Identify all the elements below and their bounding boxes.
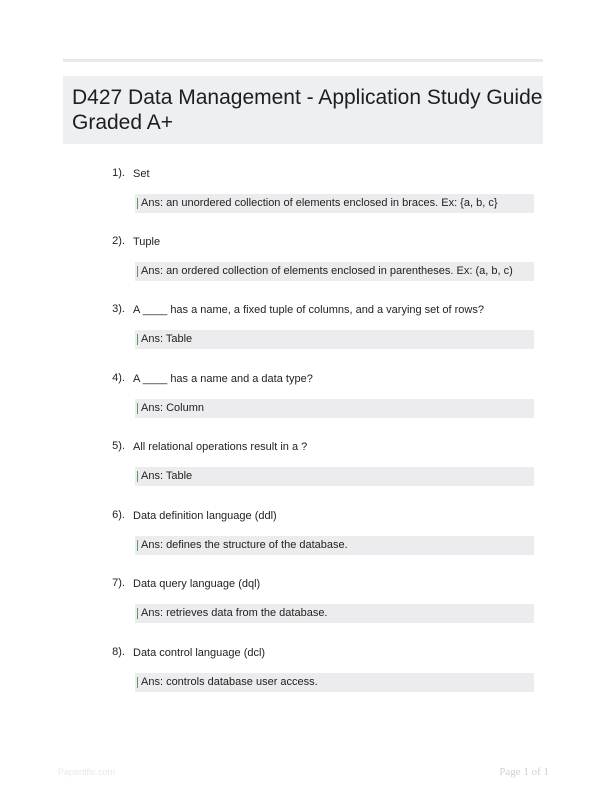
question-text: Set <box>133 168 150 180</box>
question-text: A ____ has a name, a fixed tuple of columns, and a varying set of rows? <box>133 304 484 316</box>
question-number: 3). <box>112 303 125 315</box>
qa-item <box>0 167 606 227</box>
question-number: 1). <box>112 167 125 179</box>
answer-box: Ans: Table <box>135 467 534 486</box>
answer-box: Ans: defines the structure of the database. <box>135 536 534 555</box>
question-number: 7). <box>112 577 125 589</box>
title-banner <box>63 76 543 144</box>
question-number: 8). <box>112 646 125 658</box>
answer-box: Ans: Column <box>135 399 534 418</box>
footer-watermark: Papertific.com <box>58 767 116 777</box>
qa-item <box>0 440 606 500</box>
qa-item <box>0 646 606 706</box>
question-text: A ____ has a name and a data type? <box>133 373 313 385</box>
qa-item <box>0 372 606 432</box>
question-text: Data definition language (ddl) <box>133 510 277 522</box>
question-text: Data query language (dql) <box>133 578 261 590</box>
page-number: Page 1 of 1 <box>499 766 549 778</box>
question-text: All relational operations result in a ? <box>133 441 308 453</box>
answer-box: Ans: controls database user access. <box>135 673 534 692</box>
question-number: 6). <box>112 509 125 521</box>
answer-box: Ans: retrieves data from the database. <box>135 604 534 623</box>
document-title: D427 Data Management - Application Study Guide Graded A+ <box>72 86 543 134</box>
qa-item <box>0 509 606 569</box>
question-number: 2). <box>112 235 125 247</box>
question-number: 5). <box>112 440 125 452</box>
answer-box: Ans: an unordered collection of elements enclosed in braces. Ex: {a, b, c} <box>135 194 534 213</box>
qa-item <box>0 577 606 637</box>
question-number: 4). <box>112 372 125 384</box>
answer-box: Ans: Table <box>135 330 534 349</box>
answer-box: Ans: an ordered collection of elements enclosed in parentheses. Ex: (a, b, c) <box>135 262 534 281</box>
question-text: Tuple <box>133 236 161 248</box>
qa-item <box>0 303 606 363</box>
top-divider <box>63 59 543 62</box>
question-text: Data control language (dcl) <box>133 647 266 659</box>
qa-item <box>0 235 606 295</box>
